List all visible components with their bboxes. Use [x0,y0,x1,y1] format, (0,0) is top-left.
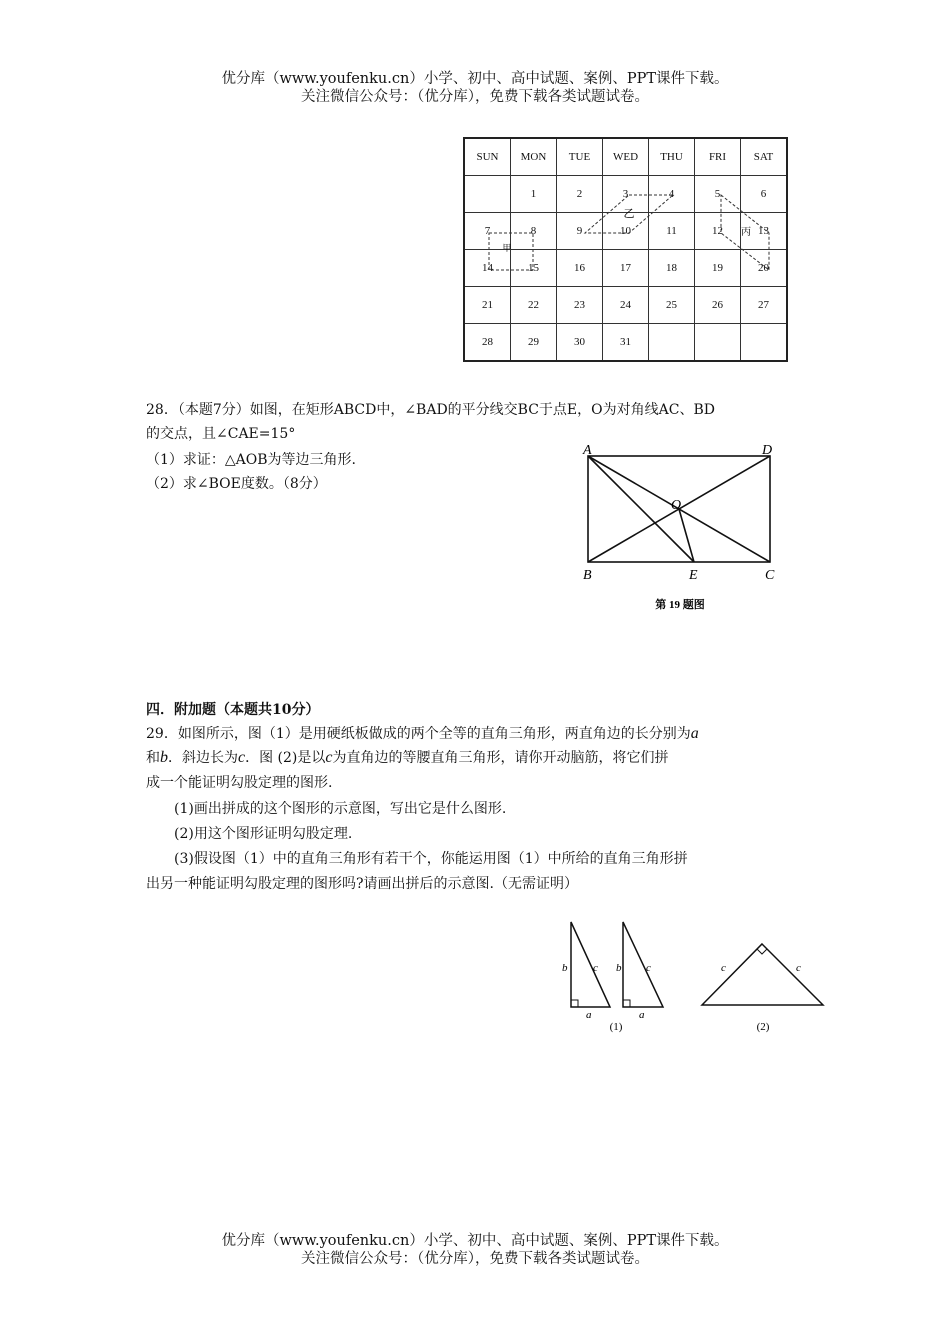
calendar-cell: 29 [511,324,557,362]
section-4-title: 四．附加题（本题共10分） [146,702,320,718]
calendar-cell: 22 [511,287,557,324]
footer-line-2: 关注微信公众号：（优分库），免费下载各类试题试卷。 [301,1251,649,1267]
calendar-day-sun: SUN [464,138,511,176]
calendar-cell: 8 [511,213,557,250]
calendar-cell: 6 [741,176,788,213]
tri3-label-c-right: c [796,962,801,974]
q29-line-2-part-1: 和 [146,750,160,766]
right-angle-mark-2 [623,1000,630,1007]
label-bing: 丙 [741,227,751,238]
q29-line-3: 成一个能证明勾股定理的图形. [146,775,333,791]
label-yi: 乙 [623,208,635,220]
calendar-cell: 23 [557,287,603,324]
calendar-day-thu: THU [649,138,695,176]
q28-figure [570,436,790,621]
label-jia: 甲 [502,243,512,253]
tri2-label-a: a [639,1009,645,1021]
calendar-cell: 16 [557,250,603,287]
calendar-day-mon: MON [511,138,557,176]
var-c: c [238,749,246,766]
figure-1-label: (1) [609,1021,623,1033]
right-angle-mark-3 [757,949,767,954]
calendar-cell: 19 [695,250,741,287]
right-triangle-2 [623,922,663,1007]
var-b: b [160,749,168,766]
point-b-label: B [583,568,592,583]
var-c-2: c [325,749,333,766]
calendar-day-tue: TUE [557,138,603,176]
calendar-cell: 18 [649,250,695,287]
calendar-cell: 9 [557,213,603,250]
point-c-label: C [765,568,775,583]
q29-line-2-part-4: 为直角边的等腰直角三角形，请你开动脑筋，将它们拼 [332,750,669,766]
calendar-day-sat: SAT [741,138,788,176]
var-a: a [690,725,699,742]
calendar-day-fri: FRI [695,138,741,176]
calendar-cell: 21 [464,287,511,324]
calendar-cell: 5 [695,176,741,213]
calendar-cell: 15 [511,250,557,287]
calendar-cell: 26 [695,287,741,324]
page-header [0,70,950,106]
tri1-label-a: a [586,1009,592,1021]
calendar-cell: 25 [649,287,695,324]
tri3-label-c-left: c [721,962,726,974]
calendar-cell: 31 [603,324,649,362]
q28-figure-caption: 第 19 题图 [655,599,705,611]
calendar-cell: 20 [741,250,788,287]
q29-line-2 [146,746,669,770]
q29-part-3-line-1: (3)假设图（1）中的直角三角形有若干个，你能运用图（1）中所给的直角三角形拼 [174,851,688,867]
calendar-cell: 11 [649,213,695,250]
calendar-cell: 4 [649,176,695,213]
calendar-cell: 3 [603,176,649,213]
calendar-cell: 27 [741,287,788,324]
q28-part-1: （1）求证：△AOB为等边三角形. [146,452,356,468]
calendar-cell: 30 [557,324,603,362]
tri1-label-c: c [593,962,598,974]
q29-figures [555,912,840,1037]
tri1-label-b: b [562,962,568,974]
q28-line-2: 的交点，且∠CAE=15° [146,426,296,442]
q29-line-1-text: 29．如图所示，图（1）是用硬纸板做成的两个全等的直角三角形，两直角边的长分别为 [146,726,691,742]
calendar-cell: 7 [464,213,511,250]
right-angle-mark-1 [571,1000,578,1007]
figure-2-label: (2) [756,1021,770,1033]
q29-line-2-part-2: ．斜边长为 [168,750,238,766]
footer-line-1: 优分库（www.youfenku.cn）小学、初中、高中试题、案例、PPT课件下载。 [221,1233,729,1249]
calendar-cell: 12 [695,213,741,250]
q29-line-1 [146,722,699,746]
calendar-cell: 17 [603,250,649,287]
q29-line-2-part-3: ．图 (2)是以 [245,750,326,766]
calendar-cell: 14 [464,250,511,287]
right-triangle-1 [571,922,610,1007]
calendar-cell: 1 [511,176,557,213]
tri2-label-c: c [646,962,651,974]
tri2-label-b: b [616,962,622,974]
q29-part-2: (2)用这个图形证明勾股定理. [174,826,353,842]
calendar-cell: 13 [741,213,788,250]
header-line-1: 优分库（www.youfenku.cn）小学、初中、高中试题、案例、PPT课件下载。 [221,71,729,87]
calendar-cell: 2 [557,176,603,213]
calendar-cell: 10 [603,213,649,250]
point-d-label: D [762,443,773,458]
point-o-label: O [671,498,682,513]
q29-part-3-line-2: 出另一种能证明勾股定理的图形吗?请画出拼后的示意图.（无需证明） [146,876,578,892]
q28-line-1: 28．（本题7分）如图，在矩形ABCD中，∠BAD的平分线交BC于点E，O为对角线AC、BD [146,402,715,418]
page-footer [0,1232,950,1268]
point-e-label: E [689,568,698,583]
point-a-label: A [583,443,592,458]
q28-part-2: （2）求∠BOE度数。（8分） [146,476,327,492]
calendar-day-wed: WED [603,138,649,176]
header-line-2: 关注微信公众号：（优分库），免费下载各类试题试卷。 [301,89,649,105]
q29-part-1: (1)画出拼成的这个图形的示意图，写出它是什么图形. [174,801,507,817]
calendar-cell: 24 [603,287,649,324]
calendar-shapes-overlay [463,137,798,365]
calendar-cell: 28 [464,324,511,362]
